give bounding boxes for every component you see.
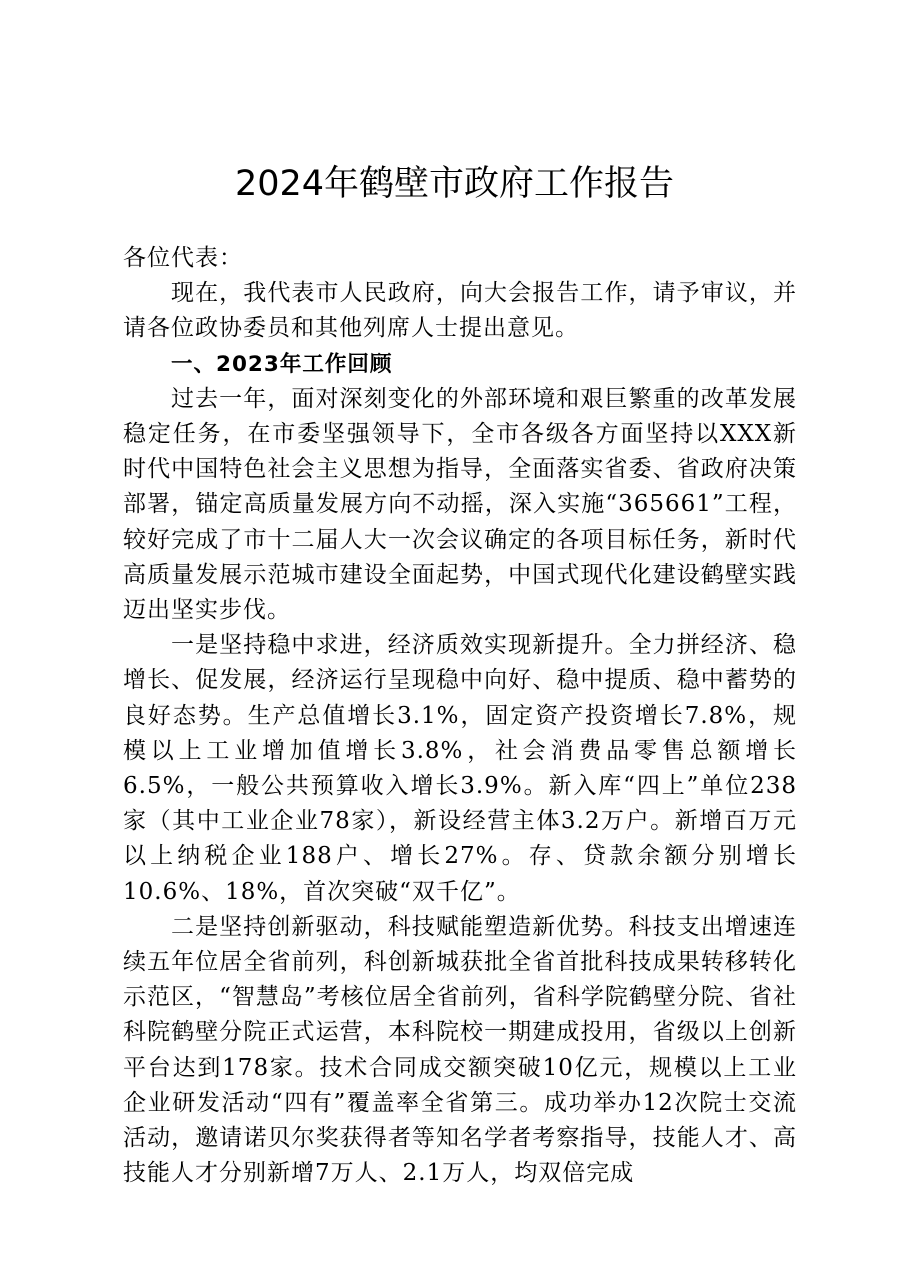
document-body	[123, 241, 797, 1191]
paragraph-innovation: 二是坚持创新驱动，科技赋能塑造新优势。科技支出增速连续五年位居全省前列，科创新城获批全省首批科技成果转移转化示范区，“智慧岛”考核位居全省前列，省科学院鹤壁分院、省社科院鹤壁分院正式运营，本科院校一期建成投用，省级以上创新平台达到178家。技术合同成交额突破10亿元，规模以上工业企业研发活动“四有”覆盖率全省第三。成功举办12次院士交流活动，邀请诺贝尔奖获得者等知名学者考察指导，技能人才、高技能人才分别新增7万人、2.1万人，均双倍完成	[123, 913, 797, 1187]
paragraph-review: 过去一年，面对深刻变化的外部环境和艰巨繁重的改革发展稳定任务，在市委坚强领导下，全市各级各方面坚持以XXX新时代中国特色社会主义思想为指导，全面落实省委、省政府决策部署，锚定高质量发展方向不动摇，深入实施“365661”工程，较好完成了市十二届人大一次会议确定的各项目标任务，新时代高质量发展示范城市建设全面起势，中国式现代化建设鹤壁实践迈出坚实步伐。	[123, 385, 797, 624]
salutation: 各位代表：	[123, 245, 243, 271]
paragraph-economy: 一是坚持稳中求进，经济质效实现新提升。全力拼经济、稳增长、促发展，经济运行呈现稳中向好、稳中提质、稳中蓄势的良好态势。生产总值增长3.1%，固定资产投资增长7.8%，规模以上工业增加值增长3.8%，社会消费品零售总额增长6.5%，一般公共预算收入增长3.9%。新入库“四上”单位238家（其中工业企业78家），新设经营主体3.2万户。新增百万元以上纳税企业188户、增长27%。存、贷款余额分别增长10.6%、18%，首次突破“双千亿”。	[123, 632, 797, 905]
section-heading: 一、2023年工作回顾	[171, 351, 393, 377]
document-title: 2024年鹤壁市政府工作报告	[234, 164, 675, 204]
paragraph-intro: 现在，我代表市人民政府，向大会报告工作，请予审议，并请各位政协委员和其他列席人士提出意见。	[123, 280, 797, 342]
